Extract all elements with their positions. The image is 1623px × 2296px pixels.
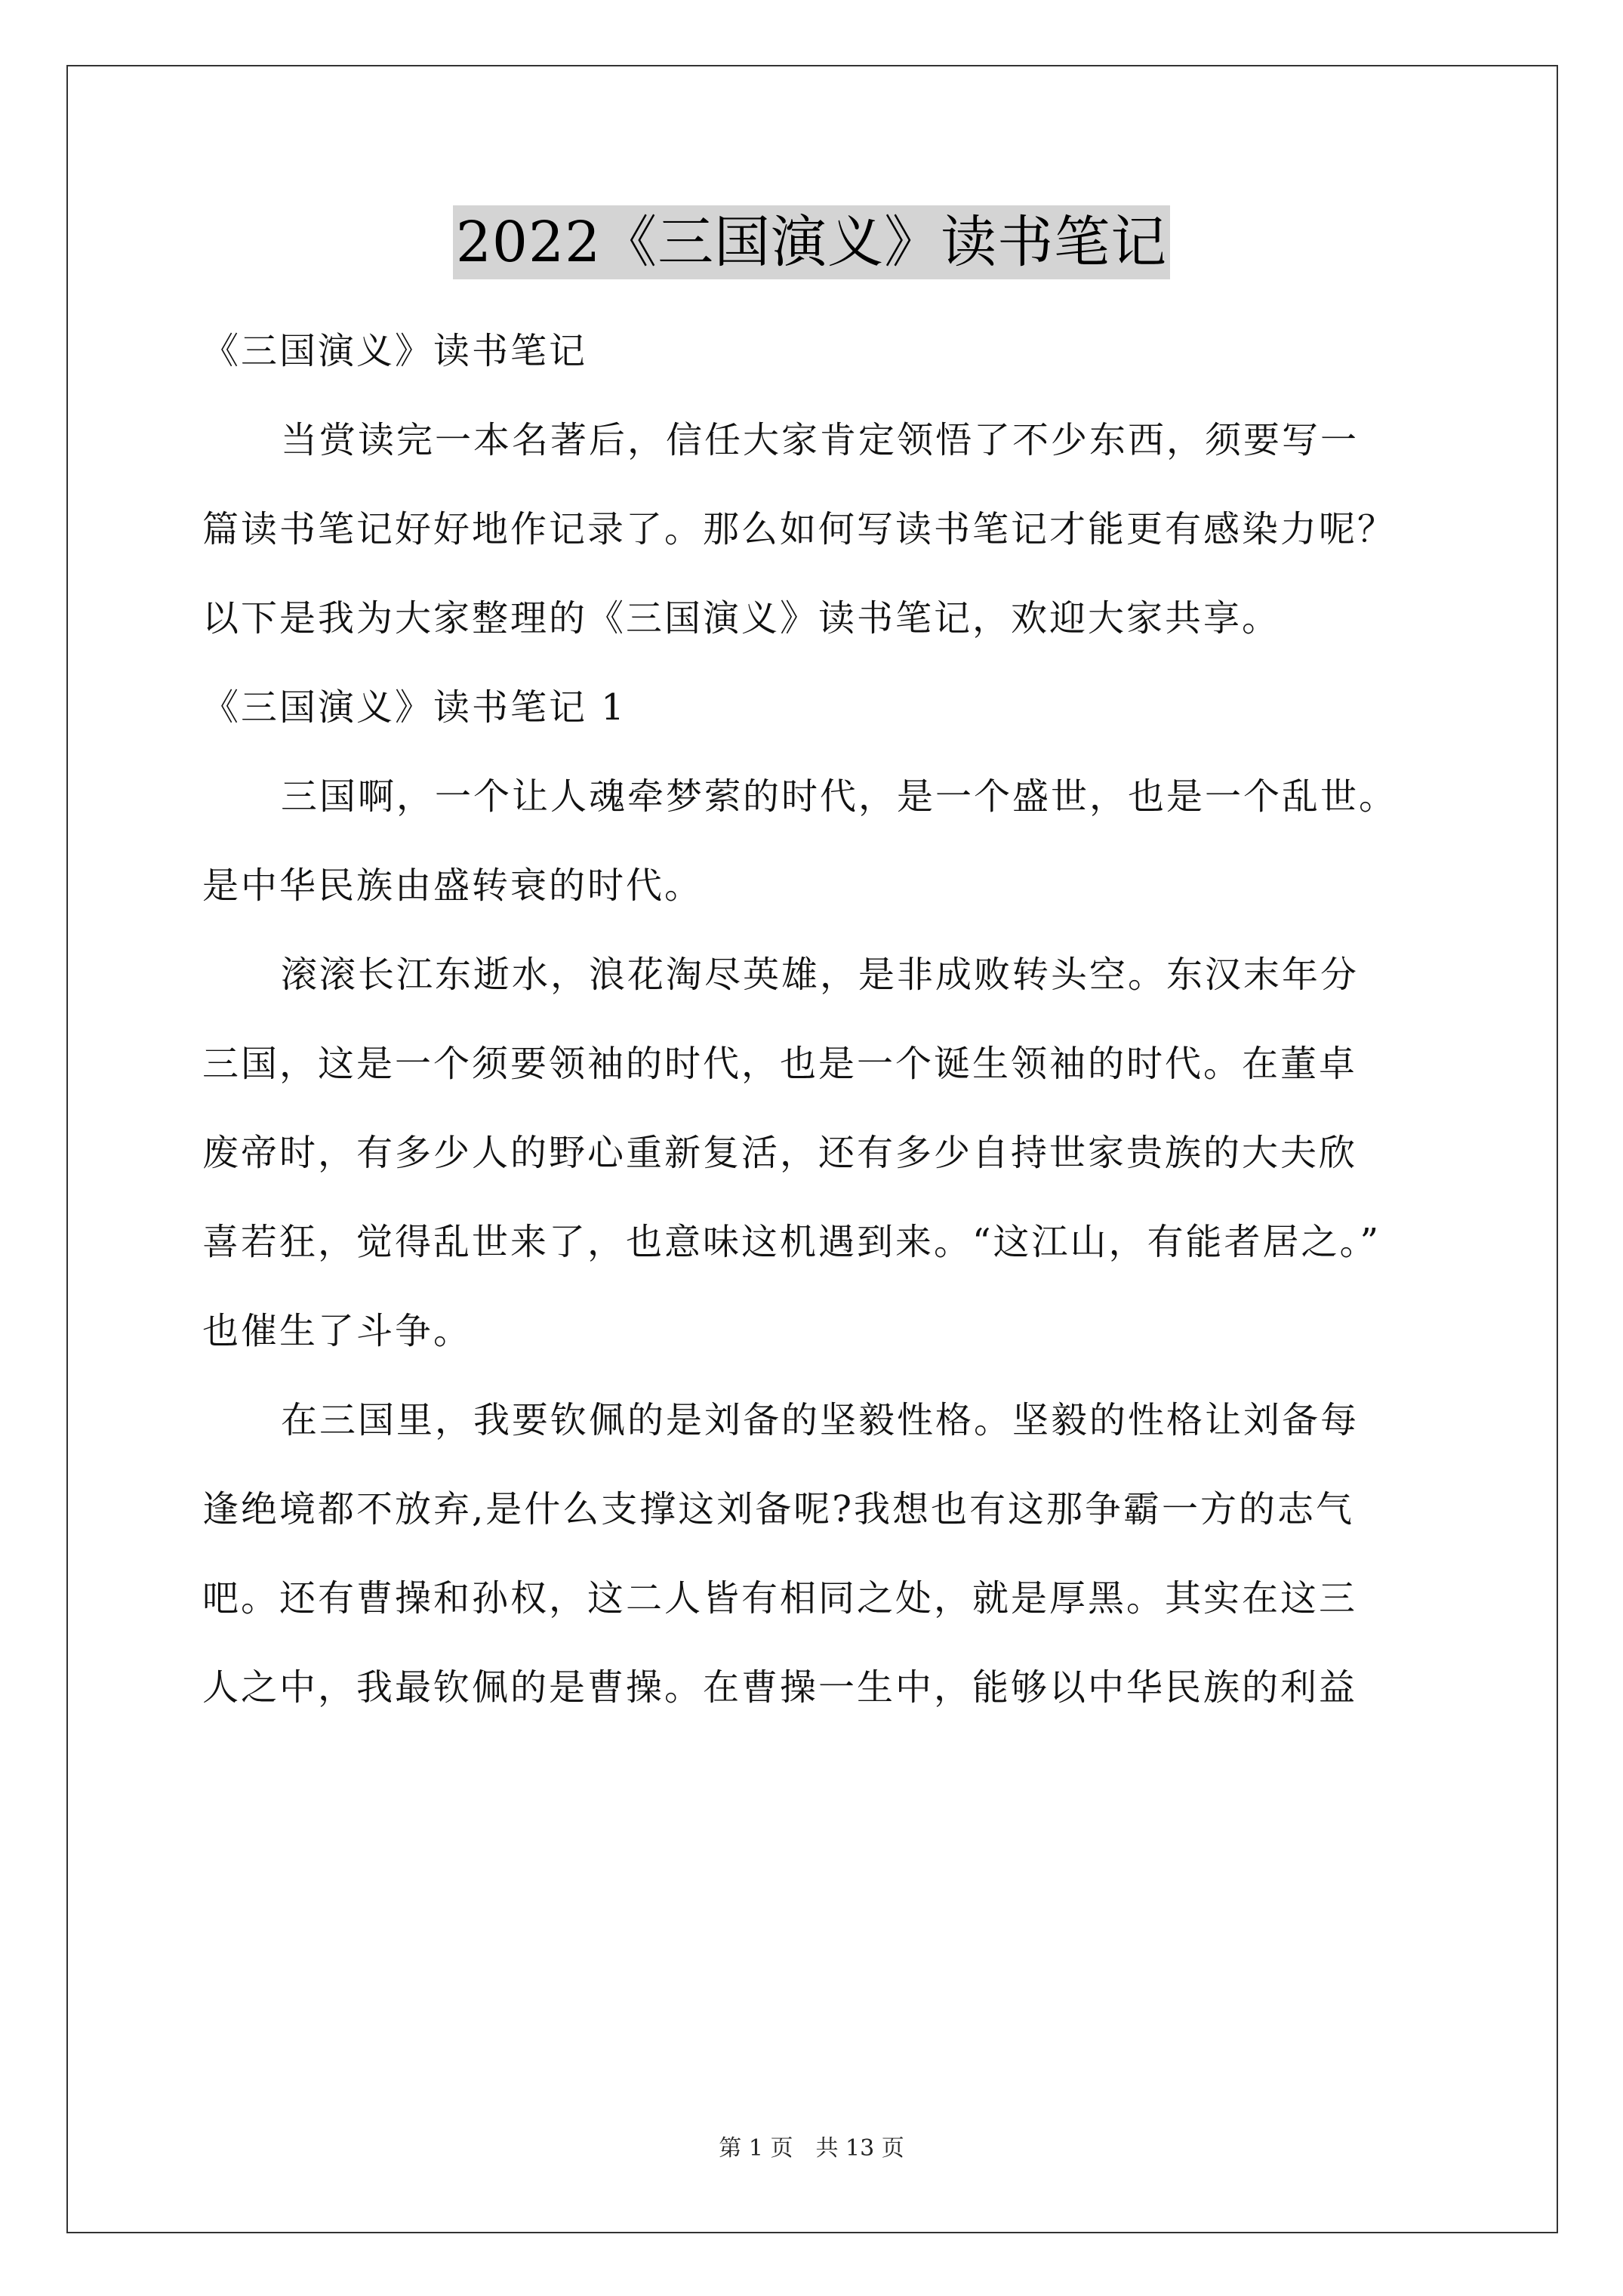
paragraph-line: 吧。还有曹操和孙权，这二人皆有相同之处，就是厚黑。其实在这三 [202,1577,1358,1620]
paragraph-line: 当赏读完一本名著后，信任大家肯定领悟了不少东西，须要写一 [281,419,1360,461]
paragraph-line: 废帝时，有多少人的野心重新复活，还有多少自持世家贵族的大夫欣 [202,1132,1358,1174]
paragraph-line: 是中华民族由盛转衰的时代。 [202,864,704,907]
paragraph-line: 喜若狂，觉得乱世来了，也意味这机遇到来。“这江山，有能者居之。” [202,1221,1381,1263]
paragraph-line: 逢绝境都不放弃,是什么支撑这刘备呢?我想也有这那争霸一方的志气 [202,1488,1354,1530]
paragraph-line: 在三国里，我要钦佩的是刘备的坚毅性格。坚毅的性格让刘备每 [281,1399,1360,1441]
paragraph-line: 滚滚长江东逝水，浪花淘尽英雄，是非成败转头空。东汉末年分 [281,954,1360,996]
paragraph-line: 人之中，我最钦佩的是曹操。在曹操一生中，能够以中华民族的利益 [202,1666,1358,1709]
paragraph-line: 三国，这是一个须要领袖的时代，也是一个诞生领袖的时代。在董卓 [202,1043,1358,1085]
paragraph-line: 篇读书笔记好好地作记录了。那么如何写读书笔记才能更有感染力呢？ [202,508,1397,550]
document-body [202,307,1531,1732]
paragraph-line: 三国啊，一个让人魂牵梦萦的时代，是一个盛世，也是一个乱世。 [281,775,1398,818]
paragraph-line: 也催生了斗争。 [202,1310,473,1352]
document-title: 2022《三国演义》读书笔记 [453,205,1170,279]
page-footer [0,2129,1623,2162]
section-heading: 《三国演义》读书笔记 [202,330,588,372]
title-container [0,205,1623,279]
page-total: 共 13 页 [815,2135,904,2162]
page-number: 第 1 页 [719,2135,793,2162]
section-heading: 《三国演义》读书笔记 1 [202,686,627,729]
paragraph-line: 以下是我为大家整理的《三国演义》读书笔记，欢迎大家共享。 [202,597,1281,639]
